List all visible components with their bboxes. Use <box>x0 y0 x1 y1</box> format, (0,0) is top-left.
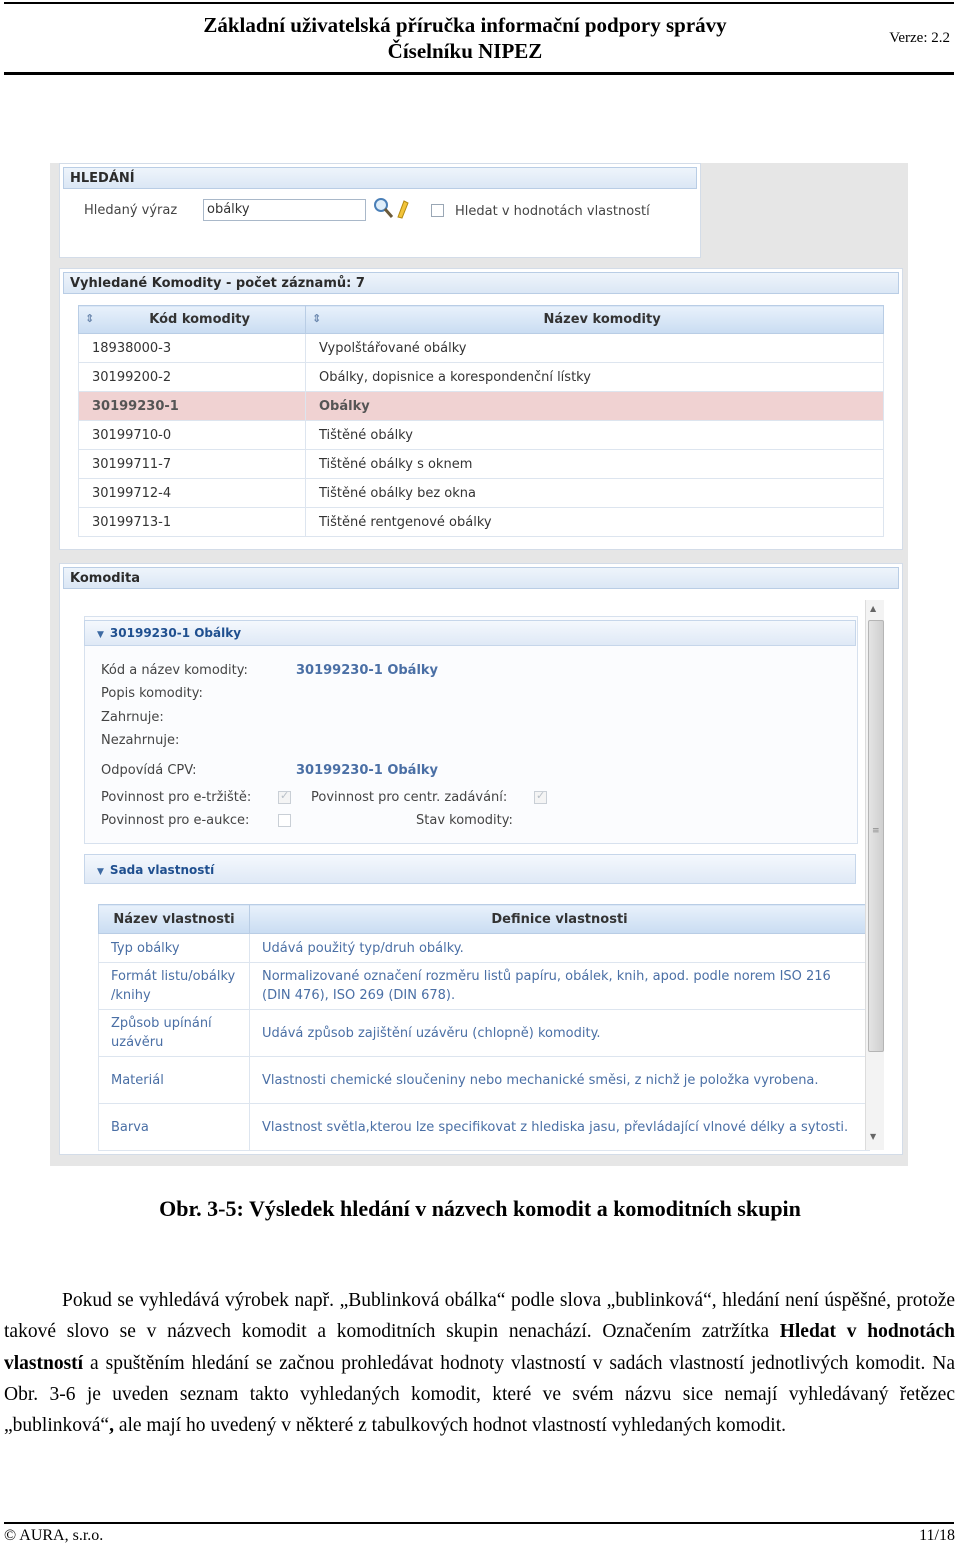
document-title-line2: Číselníku NIPEZ <box>387 39 543 63</box>
field-label: Povinnost pro centr. zadávání: <box>311 790 508 805</box>
column-header-name[interactable]: ⇕ Název komodity <box>306 306 884 334</box>
field-label: Stav komodity: <box>416 813 513 828</box>
cell-code: 30199710-0 <box>79 421 306 450</box>
vertical-scrollbar[interactable] <box>865 600 884 1150</box>
app-screenshot <box>50 163 908 1166</box>
results-table <box>78 305 884 537</box>
table-row[interactable] <box>79 479 884 508</box>
cell-name: Tištěné obálky <box>306 421 884 450</box>
cell-name: Vypolštářované obálky <box>306 334 884 363</box>
table-row[interactable] <box>79 421 884 450</box>
table-row-selected[interactable] <box>79 392 884 421</box>
footer-copyright: © AURA, s.r.o. <box>4 1527 104 1544</box>
results-panel-title: Vyhledané Komodity - počet záznamů: 7 <box>63 272 899 294</box>
properties-table <box>98 904 870 1151</box>
sort-icon[interactable]: ⇕ <box>312 312 322 325</box>
commodity-section <box>84 616 858 844</box>
column-header-code[interactable]: ⇕ Kód komodity <box>79 306 306 334</box>
collapse-icon[interactable]: ▼ <box>97 630 104 640</box>
figure-caption: Obr. 3-5: Výsledek hledání v názvech komodit a komoditních skupin <box>159 1196 801 1221</box>
cell-name: Tištěné rentgenové obálky <box>306 508 884 537</box>
scrollbar-thumb[interactable] <box>868 620 884 1052</box>
field-label: Popis komodity: <box>101 686 203 701</box>
field-label: Kód a název komodity: <box>101 663 248 678</box>
footer-page-number: 11/18 <box>919 1527 955 1544</box>
search-panel-title: HLEDÁNÍ <box>63 167 697 189</box>
search-in-properties-label: Hledat v hodnotách vlastností <box>455 204 650 219</box>
cell-code: 30199711-7 <box>79 450 306 479</box>
cell-property-name: Způsob upínání uzávěru <box>99 1010 250 1057</box>
cell-code: 30199230-1 <box>79 392 306 421</box>
paragraph-text: ale mají ho uvedený v některé z tabulkových hodnot vlastností vyhledaných komodit. <box>113 1415 786 1437</box>
column-header-property-name[interactable]: Název vlastnosti <box>99 905 250 934</box>
search-label: Hledaný výraz <box>84 203 178 218</box>
cell-name: Obálky, dopisnice a korespondenční lístky <box>306 363 884 392</box>
document-title-line1: Základní uživatelská příručka informační podpory správy <box>203 13 727 37</box>
table-row[interactable] <box>79 508 884 537</box>
column-header-property-definition[interactable]: Definice vlastnosti <box>250 905 870 934</box>
grip-icon: ≡ <box>872 826 880 836</box>
cell-code: 30199712-4 <box>79 479 306 508</box>
commodity-panel-title: Komodita <box>63 567 899 589</box>
header-top-rule <box>4 2 954 4</box>
commodity-section-header[interactable]: ▼ 30199230-1 Obálky <box>84 620 856 646</box>
cell-property-definition: Udává způsob zajištění uzávěru (chlopně) komodity. <box>250 1010 870 1057</box>
cell-code: 18938000-3 <box>79 334 306 363</box>
scroll-up-arrow-icon[interactable]: ▲ <box>870 604 877 613</box>
field-value: 30199230-1 Obálky <box>296 663 439 678</box>
table-row[interactable] <box>79 450 884 479</box>
table-row <box>99 1104 870 1151</box>
central-checkbox <box>534 791 547 804</box>
etrziste-checkbox <box>278 791 291 804</box>
cell-property-name: Typ obálky <box>99 934 250 963</box>
field-label: Zahrnuje: <box>101 710 164 725</box>
search-input[interactable]: obálky <box>203 199 366 221</box>
search-in-properties-checkbox[interactable] <box>431 204 444 217</box>
body-paragraph <box>4 1285 955 1441</box>
cell-name: Obálky <box>306 392 884 421</box>
field-value: 30199230-1 Obálky <box>296 763 439 778</box>
paragraph-text: a spuštěním hledání se začnou prohledávat hodnoty vlastností v sadách vlastností jednotlivých komodit. Na Obr. 3-6 je uveden seznam takto vyhledaných komodit, které ve svém názvu sice nemají vyhledávaný řetězec „bublinková“ <box>4 1352 955 1437</box>
cell-name: Tištěné obálky s oknem <box>306 450 884 479</box>
paragraph-text: Pokud se vyhledává výrobek např. „Bublinková obálka“ podle slova „bublinková“, hledání není úspěšné, protože takové slovo se v názvech komodit a komoditních skupin nenachází. Označením zatržítka <box>4 1290 955 1343</box>
table-row <box>99 1057 870 1104</box>
cell-property-definition: Normalizované označení rozměru listů papíru, obálek, knih, apod. podle norem ISO 216 (DIN 476), ISO 269 (DIN 678). <box>250 963 870 1010</box>
cell-name: Tištěné obálky bez okna <box>306 479 884 508</box>
document-title <box>150 12 780 64</box>
collapse-icon[interactable]: ▼ <box>97 867 104 877</box>
cell-property-definition: Vlastnosti chemické sloučeniny nebo mechanické směsi, z nichž je položka vyrobena. <box>250 1057 870 1104</box>
cell-property-definition: Udává použitý typ/druh obálky. <box>250 934 870 963</box>
paragraph-emphasis: Hledat v hodnotách vlastností <box>4 1321 956 1374</box>
properties-section-header[interactable]: ▼ Sada vlastností <box>84 854 856 884</box>
table-row[interactable] <box>79 363 884 392</box>
eaukce-checkbox <box>278 814 291 827</box>
field-label: Povinnost pro e-aukce: <box>101 813 250 828</box>
document-version: Verze: 2.2 <box>889 30 950 46</box>
results-panel <box>59 268 903 550</box>
field-label: Nezahrnuje: <box>101 733 180 748</box>
paragraph-emphasis: , <box>109 1415 114 1437</box>
cell-code: 30199200-2 <box>79 363 306 392</box>
cell-property-name: Formát listu/obálky /knihy <box>99 963 250 1010</box>
cell-property-name: Materiál <box>99 1057 250 1104</box>
cell-code: 30199713-1 <box>79 508 306 537</box>
cell-property-name: Barva <box>99 1104 250 1151</box>
scroll-down-arrow-icon[interactable]: ▼ <box>870 1132 877 1141</box>
field-label: Povinnost pro e-tržiště: <box>101 790 252 805</box>
table-row[interactable] <box>79 334 884 363</box>
footer-rule <box>4 1522 954 1524</box>
table-row <box>99 934 870 963</box>
table-row <box>99 963 870 1010</box>
field-label: Odpovídá CPV: <box>101 763 197 778</box>
commodity-panel <box>59 563 903 1155</box>
sort-icon[interactable]: ⇕ <box>85 312 95 325</box>
cell-property-definition: Vlastnost světla,kterou lze specifikovat z hlediska jasu, převládající vlnové délky a sytosti. <box>250 1104 870 1151</box>
header-bottom-rule <box>4 72 954 75</box>
search-icon[interactable] <box>372 197 412 221</box>
search-panel <box>59 163 701 258</box>
table-row <box>99 1010 870 1057</box>
